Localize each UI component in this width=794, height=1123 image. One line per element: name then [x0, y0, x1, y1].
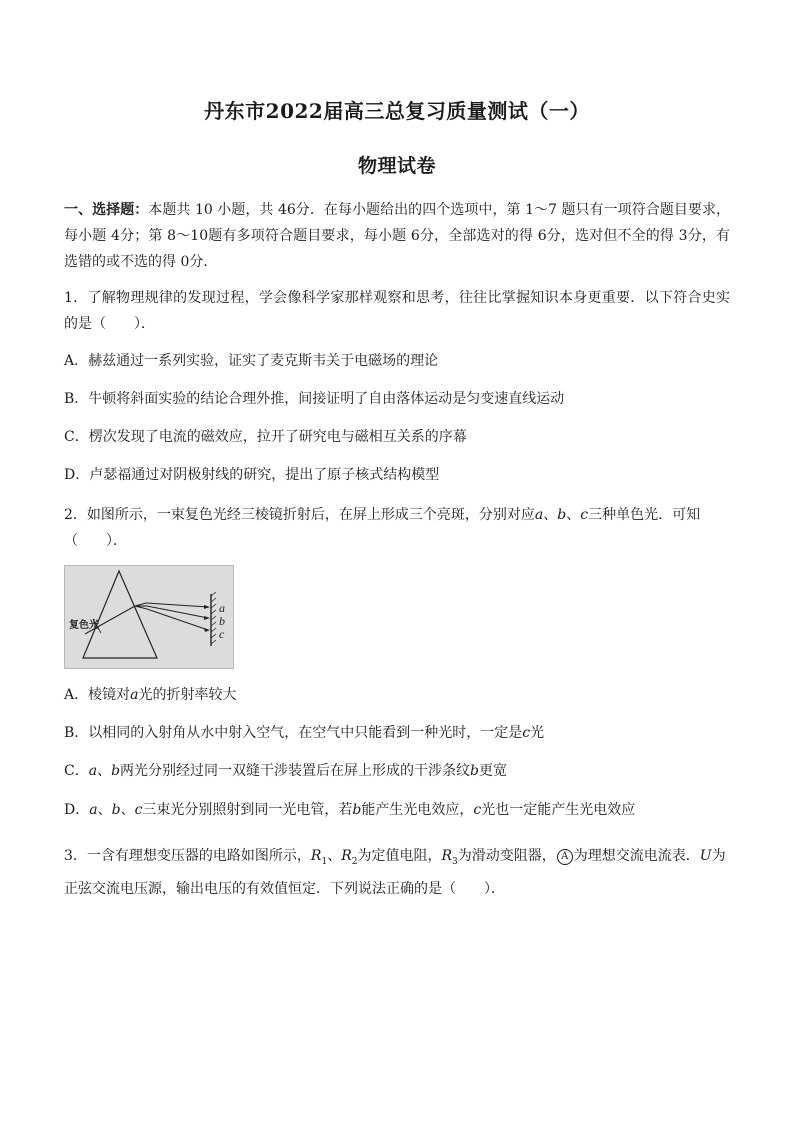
- figure-label-composite-light: 复色光: [69, 620, 99, 631]
- ray-a: [146, 603, 208, 607]
- q2-stem-answer-blank: （ ）．: [64, 533, 127, 549]
- section-heading: 一、选择题：: [64, 202, 149, 218]
- page-title: 丹东市2022届高三总复习质量测试（一）: [204, 99, 590, 123]
- q1-option-d: D．卢瑟福通过对阴极射线的研究，提出了原子核式结构模型: [64, 467, 440, 483]
- q2-option-a: A．棱镜对a光的折射率较大: [64, 687, 237, 703]
- prism-figure: [64, 565, 234, 669]
- q2-option-d: D．a、b、c三束光分别照射到同一光电管，若b能产生光电效应，c光也一定能产生光电效应: [64, 802, 636, 818]
- figure-label-a: a: [219, 601, 225, 615]
- figure-label-c: c: [219, 627, 225, 641]
- q2-option-b: B．以相同的入射角从水中射入空气，在空气中只能看到一种光时，一定是c光: [64, 725, 545, 741]
- q1-stem: 1．了解物理规律的发现过程，学会像科学家那样观察和思考，往往比掌握知识本身更重要．以下符合史实的是（ ）．: [64, 290, 730, 332]
- q1-option-a: A．赫兹通过一系列实验，证实了麦克斯韦关于电磁场的理论: [64, 353, 439, 369]
- section-instructions: [64, 197, 730, 275]
- q2-option-c: C．a、b两光分别经过同一双缝干涉装置后在屏上形成的干涉条纹b更宽: [64, 763, 508, 779]
- page-subtitle: 物理试卷: [357, 155, 436, 177]
- q2-stem: 2．如图所示，一束复色光经三棱镜折射后，在屏上形成三个亮斑，分别对应a、b、c三种单色光．可知: [64, 507, 701, 523]
- q1-option-b: B．牛顿将斜面实验的结论合理外推，间接证明了自由落体运动是匀变速直线运动: [64, 391, 565, 407]
- q3-stem-line-2: 正弦交流电压源，输出电压的有效值恒定．下列说法正确的是（ ）．: [64, 881, 505, 897]
- section-intro: 本题共 10 小题，共 46分．在每小题给出的四个选项中，第 1～7 题只有一项符合题目要求，每小题 4分；第 8～10题有多项符合题目要求，每小题 6分，全部选对的得 6分，选对但不全的得 3分，有选错的或不选的得 0分．: [64, 202, 730, 270]
- q1-option-c: C．楞次发现了电流的磁效应，拉开了研究电与磁相互关系的序幕: [64, 429, 467, 445]
- figure-label-b: b: [219, 614, 225, 628]
- q3-stem: 3．一含有理想变压器的电路如图所示，$R_1$、$R_2$为定值电阻，$R_3$为滑动变阻器， A 为理想交流电流表．U为: [64, 848, 726, 867]
- ammeter-symbol: A: [557, 849, 573, 865]
- prism-diagram: [65, 566, 233, 668]
